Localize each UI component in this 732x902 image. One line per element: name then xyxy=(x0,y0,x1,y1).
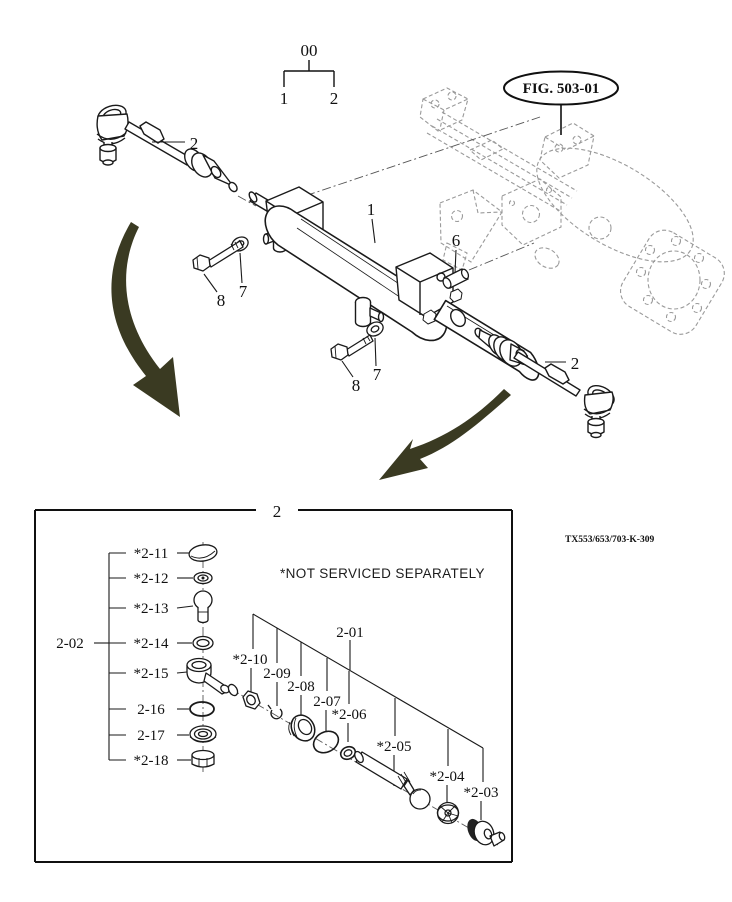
fig-reference xyxy=(504,72,618,136)
part-2-14 xyxy=(193,637,213,650)
tree-child-2-label: 2 xyxy=(329,89,339,108)
bolt-washer-upper xyxy=(193,234,251,271)
callout-pin-label: 6 xyxy=(451,231,461,250)
item-2-17-label: 2-17 xyxy=(137,728,165,744)
item-2-06-label: *2-06 xyxy=(331,707,367,723)
part-2-16 xyxy=(190,702,214,716)
callout-bolt-lower-label: 8 xyxy=(351,376,361,395)
part-2-05 xyxy=(353,750,430,809)
item-2-08-label: 2-08 xyxy=(287,679,315,695)
item-2-18-label: *2-18 xyxy=(133,753,169,769)
tie-rod-upper xyxy=(95,102,238,193)
item-2-09-label: 2-09 xyxy=(263,666,291,682)
callout-bolt-upper xyxy=(204,274,225,310)
item-2-13-label: *2-13 xyxy=(133,601,169,617)
callout-washer-lower-label: 7 xyxy=(372,365,382,384)
callout-washer-upper xyxy=(239,253,248,301)
callout-bolt-upper-label: 8 xyxy=(216,291,226,310)
part-2-17 xyxy=(190,726,216,742)
tie-rod-lower xyxy=(473,327,617,438)
part-2-13 xyxy=(194,591,212,623)
part-2-15 xyxy=(187,659,231,695)
item-2-12-label: *2-12 xyxy=(133,571,169,587)
part-washer-small xyxy=(227,683,240,697)
part-2-09 xyxy=(268,705,282,719)
item-2-15-label: *2-15 xyxy=(133,666,169,682)
arrow-right xyxy=(379,389,511,480)
part-2-12 xyxy=(194,573,212,584)
part-2-04 xyxy=(438,803,459,824)
callout-bolt-lower xyxy=(342,361,360,395)
part-2-11 xyxy=(188,543,218,563)
part-2-10 xyxy=(243,691,260,709)
fig-reference-label: FIG. 503-01 xyxy=(522,81,600,97)
item-2-11-label: *2-11 xyxy=(133,546,169,562)
callout-washer-lower xyxy=(373,338,382,384)
callout-tie-rod-lower-label: 2 xyxy=(570,354,580,373)
part-2-18 xyxy=(192,751,214,768)
item-2-14-label: *2-14 xyxy=(133,636,169,652)
right-assembly-leaders xyxy=(251,614,483,820)
part-2-03 xyxy=(464,817,505,848)
item-2-03-label: *2-03 xyxy=(463,785,499,801)
item-2-04-label: *2-04 xyxy=(429,769,465,785)
item-2-16-label: 2-16 xyxy=(137,702,165,718)
callout-cylinder xyxy=(367,200,376,243)
right-assembly-label: 2-01 xyxy=(336,625,364,641)
item-2-07-label: 2-07 xyxy=(313,694,341,710)
detail-box-title: 2 xyxy=(272,502,282,521)
assembly-tree xyxy=(280,41,339,108)
callout-tie-rod-upper-label: 2 xyxy=(189,134,199,153)
drawing-code: TX553/653/703-K-309 xyxy=(565,535,655,545)
left-assembly-label: 2-02 xyxy=(56,636,84,652)
callout-washer-upper-label: 7 xyxy=(238,282,248,301)
callout-cylinder-label: 1 xyxy=(366,200,376,219)
arrow-left xyxy=(111,222,180,417)
not-serviced-note: *NOT SERVICED SEPARATELY xyxy=(280,566,485,581)
tree-child-1-label: 1 xyxy=(279,89,289,108)
ghost-axle-housing xyxy=(420,88,731,341)
left-assembly-parts xyxy=(187,543,231,767)
item-2-05-label: *2-05 xyxy=(376,739,412,755)
item-2-10-label: *2-10 xyxy=(232,652,268,668)
tree-root-label: 00 xyxy=(300,41,318,60)
